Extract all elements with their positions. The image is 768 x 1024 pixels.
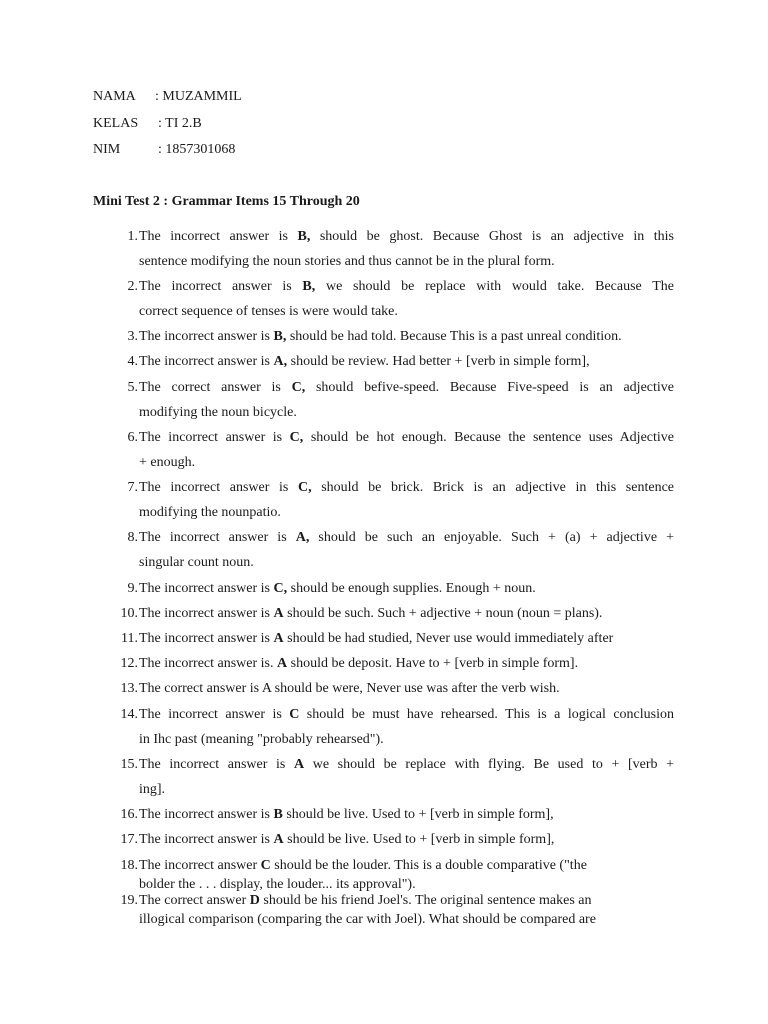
answer-line [139,732,674,748]
answer-number: 5. [127,380,138,395]
answer-text: The incorrect answer is [139,480,298,495]
answer-text: should be such an enjoyable. Such + (a) + adjective + [309,530,674,545]
answer-number: 3. [127,329,138,344]
answer-line [139,656,674,672]
answer-text: modifying the nounpatio. [139,505,281,520]
answer-text: The incorrect answer is. [139,656,277,671]
answer-text: The incorrect answer is [139,606,274,621]
answer-text: The incorrect answer is [139,329,274,344]
answer-letter: B, [273,329,287,344]
answer-line [139,631,674,647]
answer-text: should be live. Used to + [verb in simple form], [283,832,555,847]
nama-value: : MUZAMMIL [155,89,242,104]
answer-text: The incorrect answer is [139,832,274,847]
answer-text: ing]. [139,782,166,797]
answer-letter: C [289,707,300,722]
nim-value: : 1857301068 [158,142,236,157]
answer-line [139,912,674,928]
answer-line [139,877,674,893]
answer-text: should be had told. Because This is a past unreal condition. [286,329,622,344]
answer-letter: C, [291,380,306,395]
answer-text: should befive-speed. Because Five-speed is an adjective [305,380,674,395]
answer-text: The incorrect answer is [139,757,294,772]
answer-text: modifying the noun bicycle. [139,405,297,420]
answer-text: should be must have rehearsed. This is a logical conclusion [299,707,675,722]
answer-line [139,380,674,396]
answer-number: 9. [127,581,138,596]
answer-text: should be his friend Joel's. The original sentence makes an [259,893,592,908]
answer-letter: A [293,757,305,772]
answer-text: The incorrect answer [139,858,261,873]
answer-text: singular count noun. [139,555,254,570]
answer-line [139,455,674,471]
answer-number: 8. [127,530,138,545]
answer-line [139,707,674,723]
answer-text: The correct answer is A should be were, Never use was after the verb wish. [139,681,560,696]
answer-line [139,279,674,295]
answer-number: 18. [120,858,138,873]
answer-text: should be enough supplies. Enough + noun. [287,581,536,596]
answer-number: 17. [120,832,138,847]
answer-number: 6. [127,430,138,445]
answer-letter: C, [289,430,304,445]
answer-letter: A [273,606,284,621]
answer-line [139,430,674,446]
answer-line [139,606,674,622]
nama-label: NAMA [93,89,136,104]
answer-letter: A [273,832,284,847]
answer-text: correct sequence of tenses is were would take. [139,304,398,319]
answer-text: bolder the . . . display, the louder... its approval"). [139,877,416,892]
answer-number: 12. [120,656,138,671]
answer-line [139,832,674,848]
answer-line [139,405,674,421]
answer-line [139,681,674,697]
answer-letter: A, [273,354,288,369]
answer-text: The incorrect answer is [139,631,274,646]
answer-text: The incorrect answer is [139,354,274,369]
answer-text: The incorrect answer is [139,807,274,822]
answer-number: 1. [127,229,138,244]
answer-text: The incorrect answer is [139,530,296,545]
answer-text: The incorrect answer is [139,707,290,722]
answer-line [139,555,674,571]
answer-line [139,782,674,798]
answer-text: should be brick. Brick is an adjective in this sentence [311,480,675,495]
answer-line [139,581,674,597]
answer-letter: C, [297,480,312,495]
answer-line [139,254,674,270]
answer-text: The incorrect answer is [139,430,290,445]
answer-number: 4. [127,354,138,369]
answer-line [139,505,674,521]
answer-line [139,893,674,909]
answer-text: we should be replace with would take. Because The [315,279,674,294]
answer-text: The incorrect answer is [139,279,303,294]
answer-number: 2. [127,279,138,294]
nim-label: NIM [93,142,121,157]
answer-line [139,229,674,245]
answer-letter: A, [295,530,310,545]
answer-text: should be had studied, Never use would immediately after [283,631,614,646]
answer-text: The correct answer is [139,380,292,395]
answer-letter: B [273,807,283,822]
kelas-label: KELAS [93,116,139,131]
answer-number: 10. [120,606,138,621]
answer-text: should be the louder. This is a double comparative ("the [270,858,587,873]
answer-text: should be ghost. Because Ghost is an adjective in this [310,229,674,244]
answer-line [139,807,674,823]
answer-text: should be hot enough. Because the sentence uses Adjective [303,430,674,445]
document-title: Mini Test 2 : Grammar Items 15 Through 20 [93,194,360,209]
answer-text: + enough. [139,455,196,470]
answer-letter: D [249,893,260,908]
answer-line [139,858,674,874]
answer-line [139,480,674,496]
answer-line [139,757,674,773]
answer-number: 7. [127,480,138,495]
answer-text: we should be replace with flying. Be used to + [verb + [304,757,675,772]
answer-number: 19. [120,893,138,908]
answer-text: illogical comparison (comparing the car with Joel). What should be compared are [139,912,596,927]
answer-text: The incorrect answer is [139,229,298,244]
answer-letter: A [277,656,288,671]
answer-text: should be live. Used to + [verb in simple form], [282,807,554,822]
answer-number: 15. [120,757,138,772]
answer-line [139,329,674,345]
answer-number: 11. [121,631,138,646]
answer-letter: C [260,858,271,873]
answer-text: should be review. Had better + [verb in simple form], [287,354,590,369]
answer-number: 16. [120,807,138,822]
answer-letter: C, [273,581,288,596]
answer-text: should be such. Such + adjective + noun (noun = plans). [283,606,603,621]
answer-text: The correct answer [139,893,250,908]
answer-letter: B, [297,229,311,244]
answer-text: in Ihc past (meaning "probably rehearsed"). [139,732,384,747]
answer-letter: B, [302,279,316,294]
answer-line [139,530,674,546]
answer-number: 14. [120,707,138,722]
answer-text: The incorrect answer is [139,581,274,596]
answer-line [139,354,674,370]
kelas-value: : TI 2.B [158,116,202,131]
answer-text: should be deposit. Have to + [verb in simple form]. [287,656,579,671]
answer-text: sentence modifying the noun stories and thus cannot be in the plural form. [139,254,555,269]
answer-letter: A [273,631,284,646]
answer-line [139,304,674,320]
answer-number: 13. [120,681,138,696]
